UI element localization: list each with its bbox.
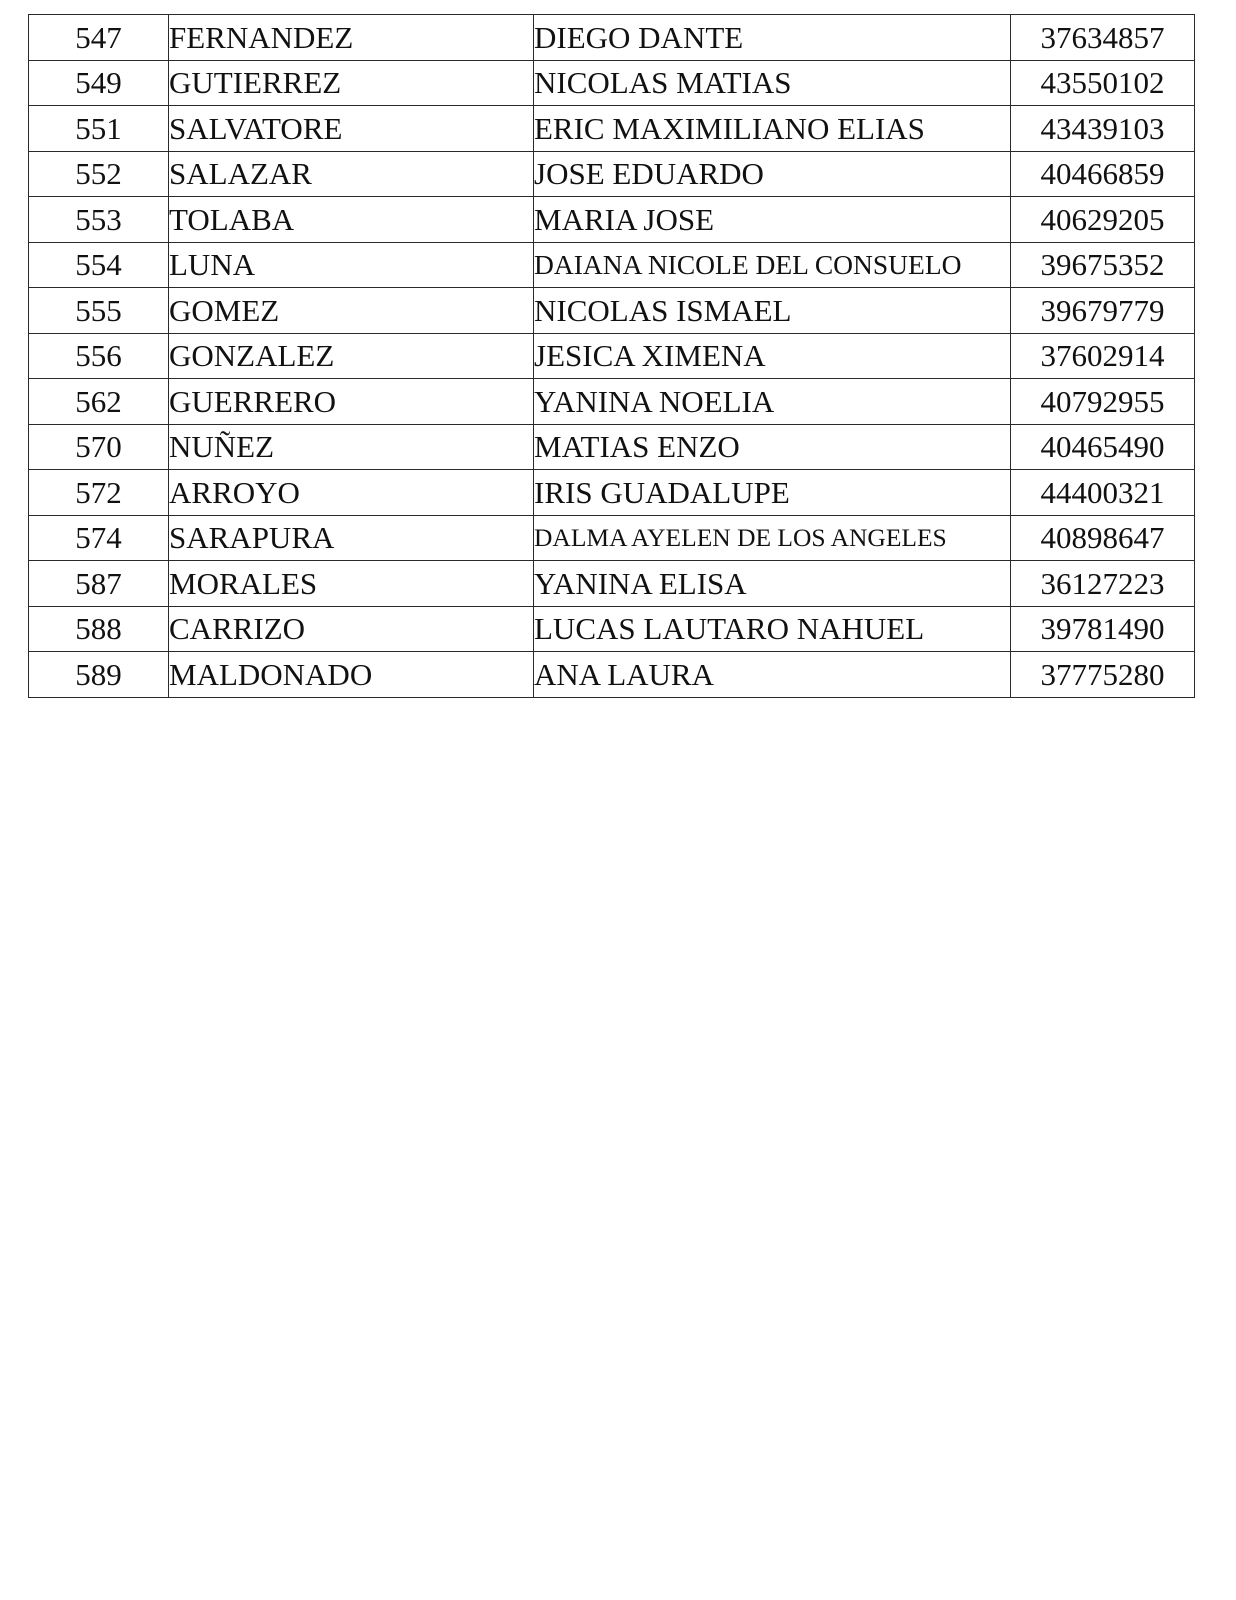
document-number-cell: 43550102 [1011, 60, 1195, 106]
table-row [29, 15, 1195, 61]
document-number-cell: 40898647 [1011, 515, 1195, 561]
surname-cell: GOMEZ [169, 288, 534, 334]
surname-cell: GUTIERREZ [169, 60, 534, 106]
given-names-cell: MATIAS ENZO [534, 424, 1011, 470]
table-row [29, 470, 1195, 516]
table-row [29, 288, 1195, 334]
document-number-cell: 39781490 [1011, 606, 1195, 652]
row-number-cell: 588 [29, 606, 169, 652]
given-names-cell: YANINA NOELIA [534, 379, 1011, 425]
row-number-cell: 553 [29, 197, 169, 243]
given-names-cell: LUCAS LAUTARO NAHUEL [534, 606, 1011, 652]
row-number-cell: 570 [29, 424, 169, 470]
surname-cell: GUERRERO [169, 379, 534, 425]
surname-cell: SALAZAR [169, 151, 534, 197]
roster-table-body [29, 15, 1195, 698]
table-row [29, 197, 1195, 243]
surname-cell: GONZALEZ [169, 333, 534, 379]
surname-cell: MALDONADO [169, 652, 534, 698]
table-row [29, 652, 1195, 698]
document-number-cell: 37775280 [1011, 652, 1195, 698]
roster-table [28, 14, 1195, 698]
table-row [29, 151, 1195, 197]
document-number-cell: 40465490 [1011, 424, 1195, 470]
surname-cell: TOLABA [169, 197, 534, 243]
surname-cell: ARROYO [169, 470, 534, 516]
row-number-cell: 547 [29, 15, 169, 61]
table-row [29, 606, 1195, 652]
row-number-cell: 589 [29, 652, 169, 698]
row-number-cell: 572 [29, 470, 169, 516]
given-names-cell: ERIC MAXIMILIANO ELIAS [534, 106, 1011, 152]
table-row [29, 424, 1195, 470]
row-number-cell: 549 [29, 60, 169, 106]
surname-cell: NUÑEZ [169, 424, 534, 470]
table-row [29, 379, 1195, 425]
document-number-cell: 40466859 [1011, 151, 1195, 197]
document-number-cell: 40629205 [1011, 197, 1195, 243]
row-number-cell: 587 [29, 561, 169, 607]
row-number-cell: 556 [29, 333, 169, 379]
row-number-cell: 552 [29, 151, 169, 197]
given-names-cell: DALMA AYELEN DE LOS ANGELES [534, 515, 1011, 561]
document-number-cell: 40792955 [1011, 379, 1195, 425]
given-names-cell: IRIS GUADALUPE [534, 470, 1011, 516]
surname-cell: SARAPURA [169, 515, 534, 561]
table-row [29, 561, 1195, 607]
row-number-cell: 554 [29, 242, 169, 288]
given-names-cell: NICOLAS ISMAEL [534, 288, 1011, 334]
row-number-cell: 551 [29, 106, 169, 152]
given-names-cell: ANA LAURA [534, 652, 1011, 698]
surname-cell: FERNANDEZ [169, 15, 534, 61]
row-number-cell: 555 [29, 288, 169, 334]
document-number-cell: 39675352 [1011, 242, 1195, 288]
table-row [29, 242, 1195, 288]
table-row [29, 106, 1195, 152]
document-number-cell: 44400321 [1011, 470, 1195, 516]
row-number-cell: 562 [29, 379, 169, 425]
given-names-cell: JOSE EDUARDO [534, 151, 1011, 197]
table-row [29, 333, 1195, 379]
given-names-cell: JESICA XIMENA [534, 333, 1011, 379]
table-row [29, 515, 1195, 561]
given-names-cell: MARIA JOSE [534, 197, 1011, 243]
surname-cell: SALVATORE [169, 106, 534, 152]
document-number-cell: 39679779 [1011, 288, 1195, 334]
table-row [29, 60, 1195, 106]
surname-cell: MORALES [169, 561, 534, 607]
given-names-cell: NICOLAS MATIAS [534, 60, 1011, 106]
surname-cell: LUNA [169, 242, 534, 288]
given-names-cell: DIEGO DANTE [534, 15, 1011, 61]
given-names-cell: YANINA ELISA [534, 561, 1011, 607]
document-number-cell: 37602914 [1011, 333, 1195, 379]
document-number-cell: 43439103 [1011, 106, 1195, 152]
document-number-cell: 36127223 [1011, 561, 1195, 607]
row-number-cell: 574 [29, 515, 169, 561]
given-names-cell: DAIANA NICOLE DEL CONSUELO [534, 242, 1011, 288]
surname-cell: CARRIZO [169, 606, 534, 652]
document-number-cell: 37634857 [1011, 15, 1195, 61]
